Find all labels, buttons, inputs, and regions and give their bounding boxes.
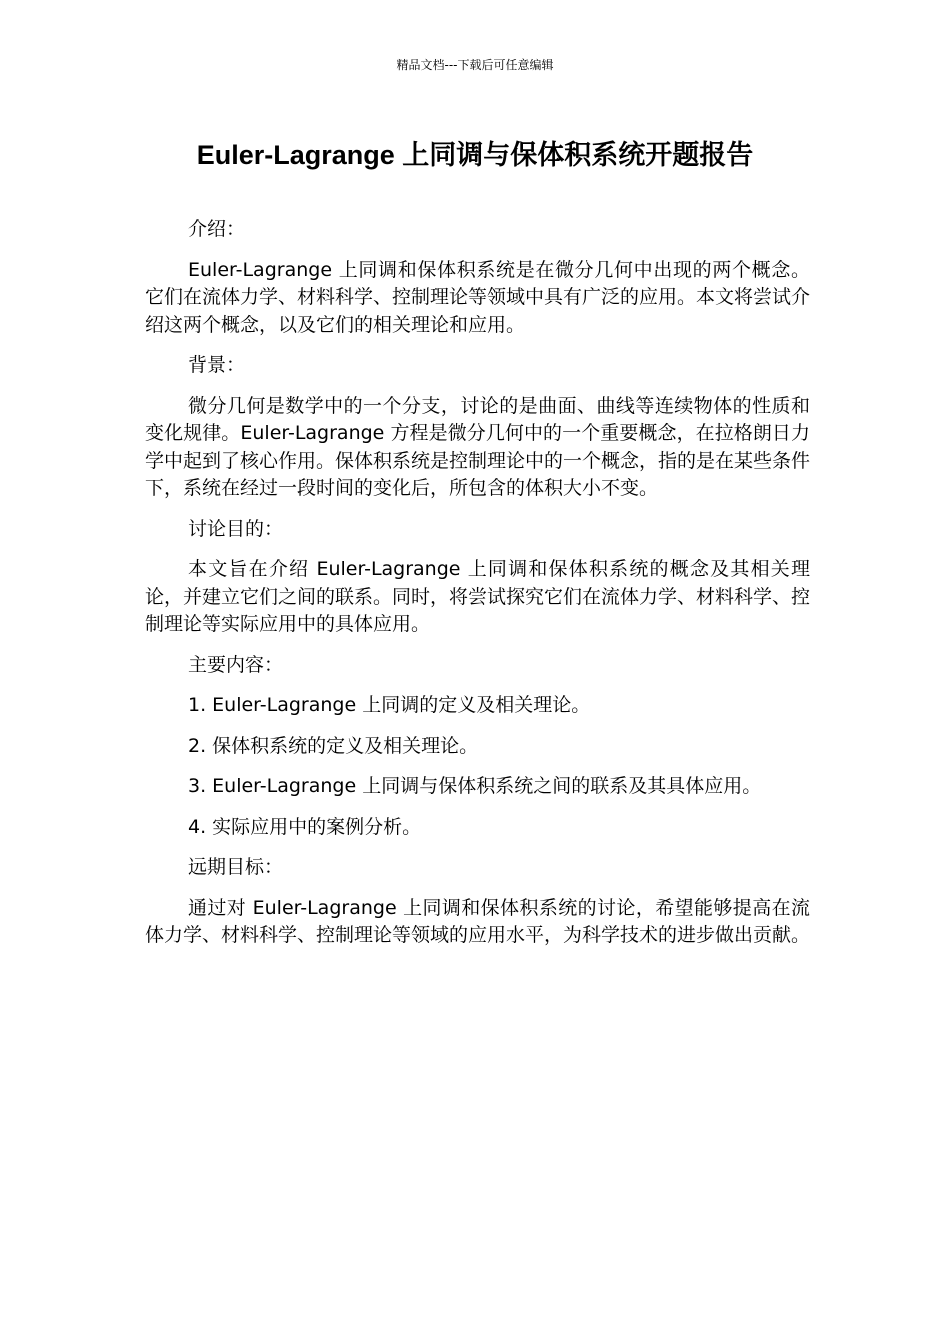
list-item: 4. 实际应用中的案例分析。 (188, 815, 422, 838)
heading-background: 背景： (188, 354, 246, 376)
heading-purpose: 讨论目的： (188, 517, 284, 540)
paragraph-long-term-goals: 通过对 Euler-Lagrange 上同调和保体积系统的讨论，希望能够提高在流体力学、材料科学、控制理论等领域的应用水平，为科学技术的进步做出贡献。 (145, 896, 811, 946)
list-item: 2. 保体积系统的定义及相关理论。 (188, 734, 479, 757)
list-item: 1. Euler-Lagrange 上同调的定义及相关理论。 (188, 694, 591, 716)
heading-main-content: 主要内容： (188, 653, 284, 676)
paragraph-background: 微分几何是数学中的一个分支，讨论的是曲面、曲线等连续物体的性质和变化规律。Euler-Lagrange 方程是微分几何中的一个重要概念，在拉格朗日力学中起到了核心作用。保体积系统是控制理论中的一个概念，指的是在某些条件下，系统在经过一段时间的变化后，所包含的体积大小不变。 (145, 394, 811, 499)
heading-long-term-goals: 远期目标： (188, 856, 284, 878)
paragraph-purpose: 本文旨在介绍 Euler-Lagrange 上同调和保体积系统的概念及其相关理论，并建立它们之间的联系。同时，将尝试探究它们在流体力学、材料科学、控制理论等实际应用中的具体应用。 (145, 558, 811, 635)
page-header: 精品文档---下载后可任意编辑 (396, 58, 554, 72)
document-title: Euler-Lagrange 上同调与保体积系统开题报告 (196, 140, 754, 170)
paragraph-introduction: Euler-Lagrange 上同调和保体积系统是在微分几何中出现的两个概念。它们在流体力学、材料科学、控制理论等领域中具有广泛的应用。本文将尝试介绍这两个概念，以及它们的相关理论和应用。 (145, 258, 811, 336)
document-body (145, 216, 810, 963)
list-item: 3. Euler-Lagrange 上同调与保体积系统之间的联系及其具体应用。 (188, 775, 762, 797)
heading-introduction: 介绍： (188, 218, 246, 240)
